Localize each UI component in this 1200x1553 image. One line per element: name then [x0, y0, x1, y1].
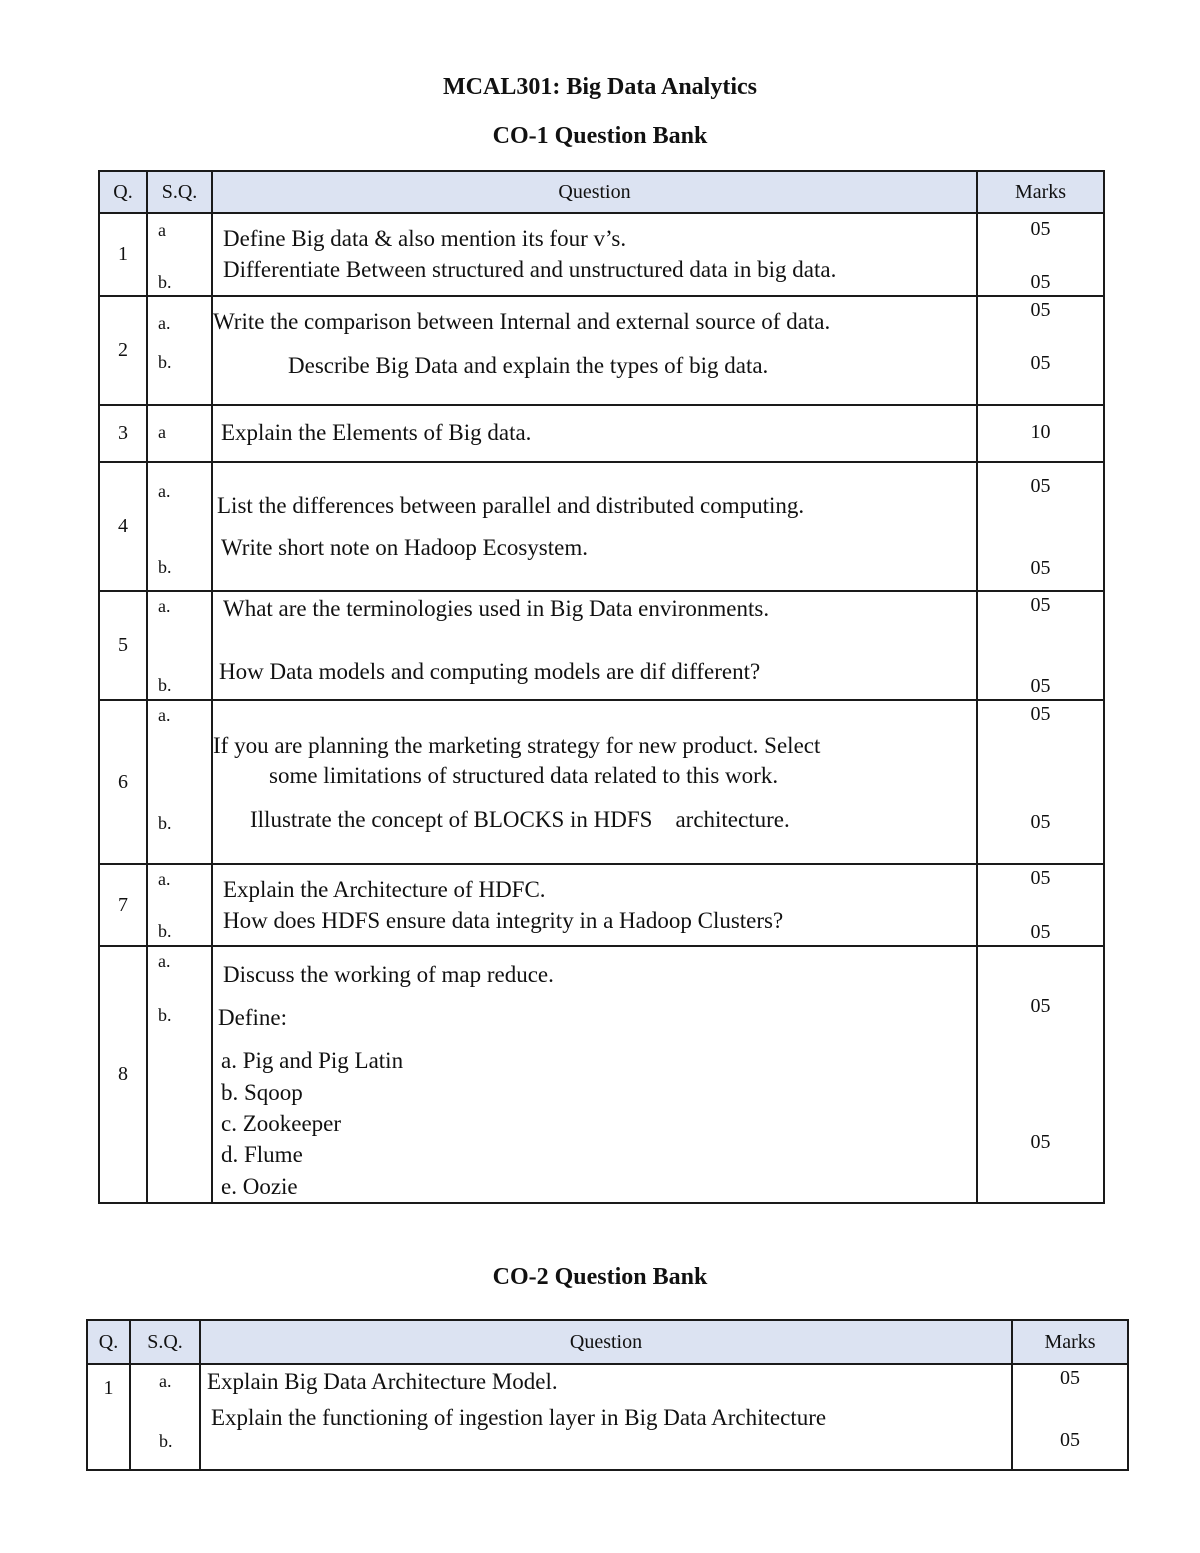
table-row — [99, 946, 1104, 1203]
sub-label: a. — [158, 481, 171, 501]
sub-label: b. — [158, 557, 172, 577]
co1-heading: CO-1 Question Bank — [492, 123, 708, 149]
marks-value: 05 — [1030, 811, 1051, 833]
table-header-row — [87, 1320, 1128, 1364]
marks-value: 05 — [1030, 703, 1051, 725]
marks-value: 05 — [1030, 475, 1051, 497]
header-q: Q. — [99, 171, 147, 213]
marks-value: 05 — [1030, 867, 1051, 889]
sub-label: a. — [158, 869, 171, 889]
table-row — [99, 296, 1104, 405]
question-number: 2 — [99, 296, 147, 405]
marks-value: 05 — [1030, 1131, 1051, 1153]
sub-label: b. — [158, 272, 172, 292]
sub-label: b. — [158, 1005, 172, 1025]
table-row — [99, 462, 1104, 591]
header-question: Question — [212, 171, 977, 213]
marks-value: 05 — [1030, 352, 1051, 374]
sub-label: a. — [158, 313, 171, 333]
question-text: d. Flume — [221, 1142, 303, 1167]
sub-label: b. — [159, 1431, 173, 1451]
sub-label: a. — [158, 951, 171, 971]
question-text: e. Oozie — [221, 1174, 298, 1199]
question-number: 5 — [99, 591, 147, 700]
question-text: Explain Big Data Architecture Model. — [207, 1369, 558, 1394]
table-row — [99, 864, 1104, 946]
marks-value: 05 — [1030, 995, 1051, 1017]
sub-label: b. — [158, 675, 172, 695]
question-text: b. Sqoop — [221, 1080, 303, 1105]
question-number: 8 — [99, 946, 147, 1203]
question-number: 1 — [87, 1364, 130, 1470]
sub-label: b. — [158, 921, 172, 941]
co2-question-table — [86, 1319, 1129, 1471]
sub-label: a. — [158, 705, 171, 725]
question-text: Describe Big Data and explain the types of big data. — [288, 353, 769, 378]
question-text: Discuss the working of map reduce. — [223, 962, 554, 987]
sub-label: a — [158, 220, 166, 240]
question-text: Write the comparison between Internal and external source of data. — [213, 309, 831, 334]
sub-label: a. — [158, 596, 171, 616]
marks-value: 05 — [1030, 557, 1051, 579]
course-title: MCAL301: Big Data Analytics — [443, 74, 757, 100]
sub-label: a — [158, 422, 166, 442]
question-text: If you are planning the marketing strategy for new product. Select — [213, 733, 821, 758]
header-marks: Marks — [1012, 1320, 1128, 1364]
question-text: What are the terminologies used in Big Data environments. — [223, 596, 770, 621]
question-text: Differentiate Between structured and unstructured data in big data. — [223, 257, 837, 282]
header-question: Question — [200, 1320, 1012, 1364]
table-row — [99, 700, 1104, 864]
marks-value: 10 — [1030, 421, 1051, 443]
header-q: Q. — [87, 1320, 130, 1364]
table-header-row — [99, 171, 1104, 213]
marks-value: 05 — [1030, 675, 1051, 697]
table-row — [99, 405, 1104, 462]
question-number: 1 — [99, 213, 147, 296]
question-number: 3 — [99, 405, 147, 462]
question-text: Explain the Elements of Big data. — [221, 420, 532, 445]
co2-heading: CO-2 Question Bank — [492, 1264, 708, 1290]
marks-value: 05 — [1030, 299, 1051, 321]
question-text: Write short note on Hadoop Ecosystem. — [221, 535, 589, 560]
question-text: c. Zookeeper — [221, 1111, 342, 1136]
sub-label: b. — [158, 352, 172, 372]
marks-value: 05 — [1030, 594, 1051, 616]
question-text: How Data models and computing models are dif different? — [219, 659, 761, 684]
question-text: Define Big data & also mention its four v’s. — [223, 226, 627, 251]
question-text: Illustrate the concept of BLOCKS in HDFS architecture. — [250, 807, 790, 832]
question-number: 4 — [99, 462, 147, 591]
header-sq: S.Q. — [147, 171, 212, 213]
question-number: 6 — [99, 700, 147, 864]
marks-value: 05 — [1060, 1367, 1080, 1389]
sub-label: a. — [159, 1371, 172, 1391]
header-marks: Marks — [977, 171, 1104, 213]
header-sq: S.Q. — [130, 1320, 200, 1364]
table-row — [87, 1364, 1128, 1470]
question-text: List the differences between parallel and distributed computing. — [217, 493, 805, 518]
marks-value: 05 — [1030, 218, 1051, 240]
question-text: How does HDFS ensure data integrity in a Hadoop Clusters? — [223, 908, 784, 933]
marks-value: 05 — [1030, 271, 1051, 293]
table-row — [99, 213, 1104, 296]
question-text: a. Pig and Pig Latin — [221, 1048, 404, 1073]
question-number: 7 — [99, 864, 147, 946]
marks-value: 05 — [1030, 921, 1051, 943]
question-text: Explain the functioning of ingestion layer in Big Data Architecture — [211, 1405, 827, 1430]
marks-value: 05 — [1060, 1429, 1080, 1451]
question-text: Explain the Architecture of HDFC. — [223, 877, 546, 902]
question-text: Define: — [218, 1005, 287, 1030]
sub-label: b. — [158, 813, 172, 833]
question-text: some limitations of structured data related to this work. — [269, 763, 779, 788]
co1-question-table — [98, 170, 1105, 1204]
table-row — [99, 591, 1104, 700]
